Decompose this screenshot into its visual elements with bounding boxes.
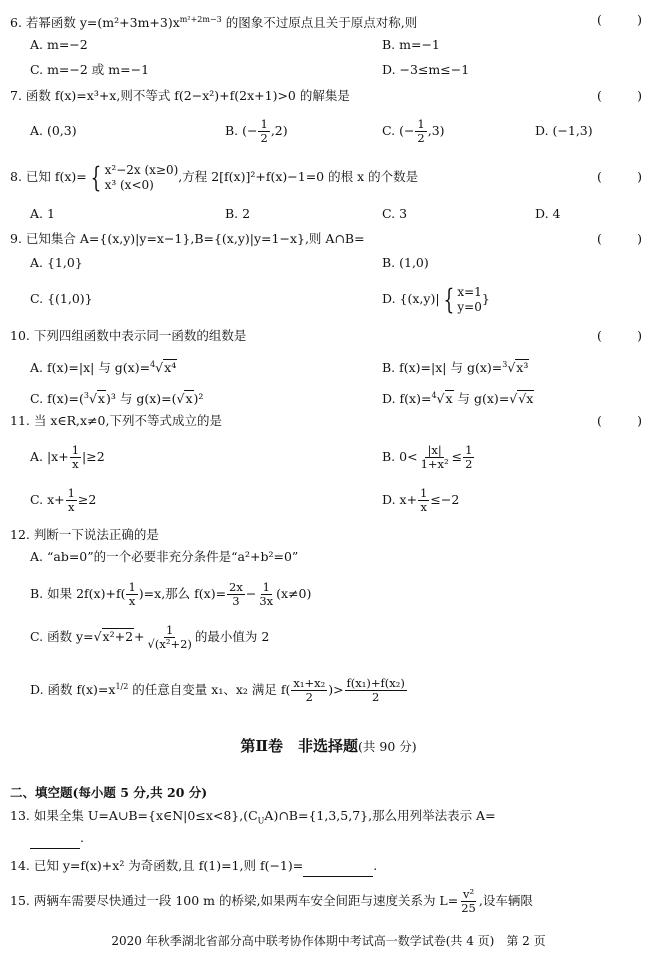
- q9-option-c: C. {(1,0)}: [30, 291, 93, 306]
- q7-option-d: D. (−1,3): [535, 123, 593, 138]
- q7-option-c: C. (− $\frac{1}{2}$ ,3): [382, 117, 445, 145]
- q14-stem: 14. 已知 y=f(x)+x² 为奇函数,且 f(1)=1,则 f(−1)= .: [10, 856, 377, 877]
- q10-options-row2: [0, 386, 657, 406]
- q15-stem-line: [0, 884, 657, 918]
- q6-option-d: D. −3≤m≤−1: [382, 62, 470, 77]
- q7-option-a: A. (0,3): [30, 123, 77, 138]
- q6-options-row2: [0, 60, 657, 80]
- q6-option-c: C. m=−2 或 m=−1: [30, 62, 150, 77]
- q10-option-d: D. f(x)=$^4$√x 与 g(x)=√√x: [382, 391, 534, 407]
- q12-option-d: D. 函数 $f(x)=x^{1/2}$ 的任意自变量 x₁、x₂ 满足 f( $\frac{\text{x₁+x₂}}{2}$ )> $\frac{\text{f(x₁)+f(x₂)}}{2}$: [30, 676, 405, 705]
- q12-stem-line: [0, 525, 657, 545]
- answer-paren: ( ): [597, 169, 642, 184]
- q6-stem: 6. 若幂函数 $y=(m^2+3m+3)x^{m^2+2m-3}$ 的图象不过原点且关于原点对称,则: [10, 15, 418, 31]
- q7-option-b: B. (− $\frac{1}{2}$ ,2): [225, 117, 288, 145]
- q8-stem: 8. 已知 f(x)= { x²−2x (x≥0) x³ (x<0) ,方程 2[f(x)]²+f(x)−1=0 的根 x 的个数是: [10, 160, 419, 194]
- q10-option-a: A. f(x)=|x| 与 g(x)=$^4$√x⁴: [30, 360, 177, 376]
- q8-option-a: A. 1: [30, 206, 55, 221]
- q11-option-d: D. x+ $\frac{1}{x}$ ≤−2: [382, 486, 460, 514]
- q13-stem: 13. 如果全集 $U=A\cup B=\{x\in N|0\le x<8\},(C_UA)\cap B=\{1,3,5,7\}$,那么用列举法表示 A=: [10, 808, 496, 826]
- q6-options-row1: [0, 35, 657, 55]
- answer-paren: ( ): [597, 231, 642, 246]
- q11-option-a: A. |x+ $\frac{1}{x}$ |≥2: [30, 443, 105, 471]
- q11-option-b: B. 0< $\frac{|x|}{\text{1+x²}}$ ≤ $\frac{1}{2}$: [382, 443, 473, 471]
- q10-stem-line: [0, 326, 657, 346]
- q8-option-c: C. 3: [382, 206, 408, 221]
- q10-options-row1: [0, 355, 657, 375]
- q7-stem: 7. 函数 f(x)=x³+x,则不等式 f(2−x²)+f(2x+1)>0 的解集是: [10, 88, 350, 103]
- q12-option-b: B. 如果 2f(x)+f( $\frac{1}{x}$ )=x,那么 f(x)= $\frac{2x}{3}$ − $\frac{1}{3x}$ (x≠0): [30, 580, 312, 608]
- q7-options: [0, 118, 657, 144]
- q6-stem-line: [0, 10, 657, 30]
- q11-options-row2: [0, 484, 657, 516]
- q13-answer-blank: .: [30, 828, 84, 849]
- q8-option-b: B. 2: [225, 206, 251, 221]
- answer-paren: ( ): [597, 328, 642, 343]
- q8-stem-line: [0, 160, 657, 194]
- answer-paren: ( ): [597, 12, 642, 27]
- q11-stem-line: [0, 411, 657, 431]
- q13-stem-line: [0, 806, 657, 826]
- part2-heading: 二、填空题(每小题 5 分,共 20 分): [10, 785, 208, 800]
- q11-options-row1: [0, 441, 657, 473]
- q12-option-c-line: [0, 620, 657, 654]
- q12-option-a-line: [0, 547, 657, 567]
- q8-option-d: D. 4: [535, 206, 561, 221]
- page-footer: 2020 年秋季湖北省部分高中联考协作体期中考试高一数学试卷(共 4 页) 第 2 页: [111, 934, 546, 948]
- q7-stem-line: [0, 86, 657, 106]
- section-title: 第Ⅱ卷 非选择题(共 90 分): [240, 737, 417, 755]
- q10-option-b: B. f(x)=|x| 与 g(x)=$^3$√x³: [382, 360, 529, 376]
- q9-options-row2: [0, 282, 657, 316]
- q8-options: [0, 204, 657, 224]
- q9-option-a: A. {1,0}: [30, 255, 83, 270]
- q12-option-d-line: [0, 670, 657, 704]
- q12-option-b-line: [0, 578, 657, 610]
- q9-options-row1: [0, 253, 657, 273]
- q12-option-a: A. “ab=0”的一个必要非充分条件是“a²+b²=0”: [30, 549, 299, 564]
- q6-option-a: A. m=−2: [30, 37, 88, 52]
- q10-stem: 10. 下列四组函数中表示同一函数的组数是: [10, 328, 247, 343]
- q13-answer-line: [0, 828, 657, 848]
- q11-stem: 11. 当 x∈R,x≠0,下列不等式成立的是: [10, 413, 222, 428]
- q9-stem: 9. 已知集合 A={(x,y)|y=x−1},B={(x,y)|y=1−x},则 A∩B=: [10, 231, 365, 246]
- q6-option-b: B. m=−1: [382, 37, 440, 52]
- q14-stem-line: [0, 856, 657, 876]
- q12-option-c: C. 函数 y=√x²+2+ $\frac{1}{\text{√(x²+2)}}$ 的最小值为 2: [30, 623, 270, 651]
- answer-paren: ( ): [597, 88, 642, 103]
- q10-option-c: C. f(x)=($^3$√x)³ 与 g(x)=(√x)²: [30, 391, 204, 407]
- answer-paren: ( ): [597, 413, 642, 428]
- q9-option-b: B. (1,0): [382, 255, 429, 270]
- q11-option-c: C. x+ $\frac{1}{x}$ ≥2: [30, 486, 97, 514]
- part2-heading-line: [0, 783, 657, 803]
- q9-option-d: D. {(x,y)| { x=1 y=0 }: [382, 282, 490, 316]
- q9-stem-line: [0, 229, 657, 249]
- q12-stem: 12. 判断一下说法正确的是: [10, 527, 159, 542]
- q15-stem: 15. 两辆车需要尽快通过一段 100 m 的桥梁,如果两车安全间距与速度关系为 L= $\frac{\text{v²}}{25}$ ,设车辆限: [10, 887, 533, 915]
